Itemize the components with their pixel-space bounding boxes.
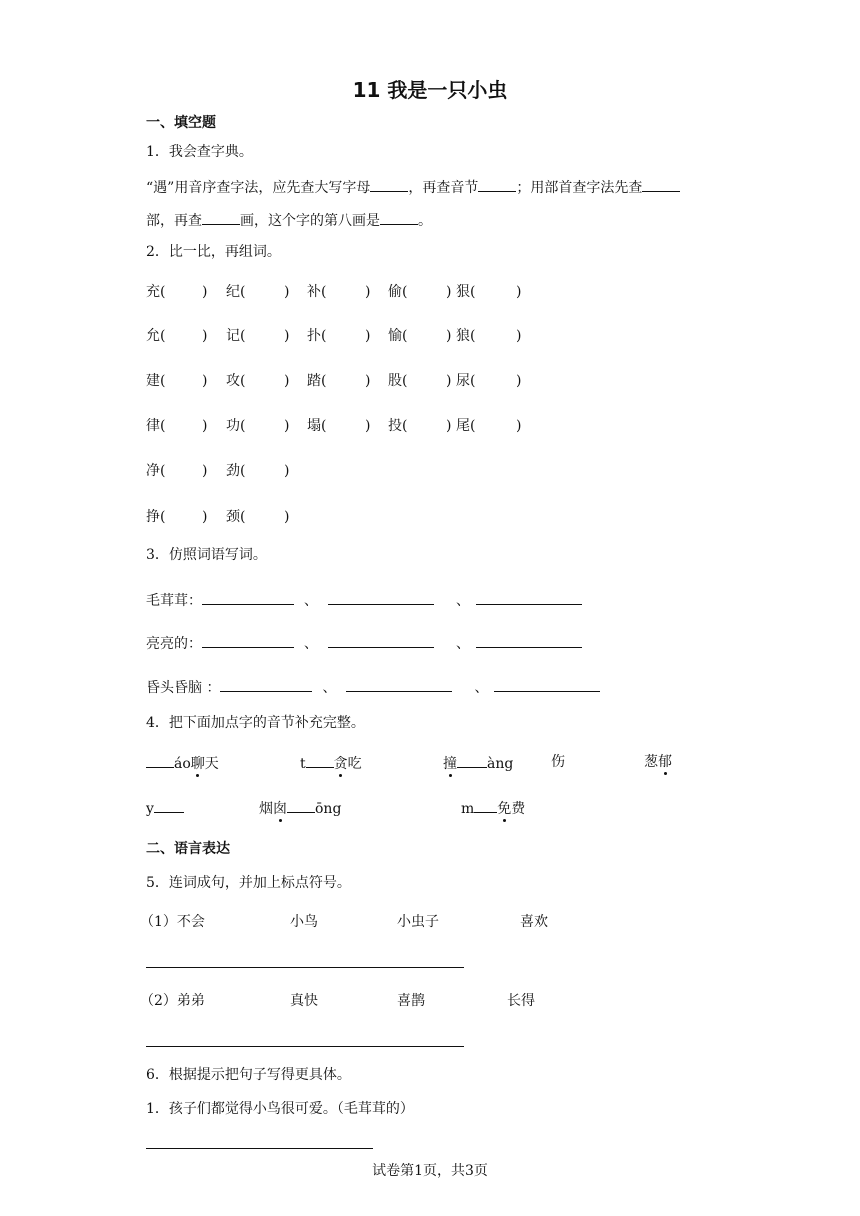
compare-word-close: ) bbox=[284, 284, 290, 300]
answer-blank[interactable] bbox=[476, 590, 582, 605]
answer-blank[interactable] bbox=[474, 798, 497, 813]
compare-word-open: 股( bbox=[388, 373, 408, 389]
question-6-stem: 6．根据提示把句子写得更具体。 bbox=[146, 1067, 351, 1083]
compare-word-close: ) bbox=[365, 284, 371, 300]
compare-word-open: 纪( bbox=[226, 284, 246, 300]
separator: 、 bbox=[304, 593, 318, 609]
separator: 、 bbox=[456, 593, 470, 609]
compare-word-open: 记( bbox=[226, 328, 246, 344]
compare-word-close: ) bbox=[202, 328, 208, 344]
compare-word-close: ) bbox=[284, 418, 290, 434]
compare-word-open: 律( bbox=[146, 418, 166, 434]
page-footer: 试卷第1页，共3页 bbox=[372, 1163, 488, 1179]
compare-word-close: ) bbox=[446, 373, 452, 389]
section-heading-expression: 二、语言表达 bbox=[146, 841, 230, 857]
compare-word-open: 尿( bbox=[456, 373, 476, 389]
q1-text-f: 。 bbox=[418, 213, 432, 229]
answer-line[interactable] bbox=[146, 967, 464, 968]
compare-word-close: ) bbox=[202, 284, 208, 300]
pinyin-item bbox=[146, 798, 184, 818]
compare-word-open: 尾( bbox=[456, 418, 476, 434]
compare-word-close: ) bbox=[446, 284, 452, 300]
compare-word-close: ) bbox=[365, 418, 371, 434]
answer-blank[interactable] bbox=[328, 633, 434, 648]
dotted-character: 免 bbox=[497, 801, 512, 817]
answer-blank[interactable] bbox=[457, 753, 487, 768]
question-1-line-2 bbox=[146, 210, 432, 230]
answer-blank[interactable] bbox=[202, 590, 294, 605]
character: 费 bbox=[511, 801, 526, 817]
imitate-word-label: 亮亮的： bbox=[146, 636, 202, 652]
q1-text-b: ，再查音节 bbox=[408, 180, 479, 196]
pinyin-item bbox=[443, 753, 513, 773]
compare-word-close: ) bbox=[516, 284, 522, 300]
answer-blank[interactable] bbox=[202, 210, 240, 225]
compare-word-open: 颈( bbox=[226, 509, 246, 525]
character: 吃 bbox=[347, 756, 362, 772]
pinyin-item bbox=[461, 798, 525, 818]
q1-text-a: “遇”用音序查字法，应先查大写字母 bbox=[146, 180, 371, 196]
pinyin-item bbox=[146, 753, 219, 773]
compare-word-close: ) bbox=[446, 328, 452, 344]
pinyin-suffix: àng bbox=[487, 756, 514, 772]
compare-word-open: 净( bbox=[146, 463, 166, 479]
pinyin-prefix: t bbox=[300, 756, 306, 772]
pinyin-suffix: áo bbox=[174, 756, 191, 772]
dotted-character: 聊 bbox=[190, 756, 205, 772]
compare-word-close: ) bbox=[284, 463, 290, 479]
word-chip: （2）弟弟 bbox=[140, 993, 205, 1009]
word-chip: 小虫子 bbox=[397, 914, 439, 930]
separator: 、 bbox=[322, 680, 337, 696]
dotted-character: 郁 bbox=[658, 754, 672, 770]
compare-word-open: 功( bbox=[226, 418, 246, 434]
compare-word-open: 投( bbox=[388, 418, 408, 434]
question-4-stem: 4．把下面加点字的音节补充完整。 bbox=[146, 715, 365, 731]
compare-word-open: 狼( bbox=[456, 328, 476, 344]
answer-blank[interactable] bbox=[642, 177, 680, 192]
compare-word-open: 劲( bbox=[226, 463, 246, 479]
separator: 、 bbox=[304, 636, 318, 652]
pinyin-prefix: y bbox=[146, 801, 154, 817]
answer-blank[interactable] bbox=[328, 590, 434, 605]
compare-word-close: ) bbox=[202, 463, 208, 479]
answer-blank[interactable] bbox=[220, 677, 312, 692]
answer-blank[interactable] bbox=[146, 753, 174, 768]
compare-word-open: 踏( bbox=[307, 373, 327, 389]
answer-blank[interactable] bbox=[476, 633, 582, 648]
imitate-word-row bbox=[146, 633, 582, 653]
question-1-stem: 1．我会查字典。 bbox=[146, 144, 253, 160]
imitate-word-label: 昏头昏脑 ： bbox=[146, 680, 221, 696]
question-5-stem: 5．连词成句，并加上标点符号。 bbox=[146, 875, 351, 891]
answer-blank[interactable] bbox=[346, 677, 452, 692]
compare-word-close: ) bbox=[365, 373, 371, 389]
section-heading-fill-blank: 一、填空题 bbox=[146, 115, 216, 131]
word-chip: 喜鹊 bbox=[397, 993, 425, 1009]
compare-word-open: 建( bbox=[146, 373, 166, 389]
compare-word-close: ) bbox=[446, 418, 452, 434]
answer-blank[interactable] bbox=[154, 798, 184, 813]
compare-word-open: 攻( bbox=[226, 373, 246, 389]
compare-word-open: 狠( bbox=[456, 284, 476, 300]
dotted-character: 撞 bbox=[443, 756, 457, 772]
answer-blank[interactable] bbox=[494, 677, 600, 692]
answer-blank[interactable] bbox=[202, 633, 294, 648]
answer-blank[interactable] bbox=[306, 753, 334, 768]
word-chip: （1）不会 bbox=[140, 914, 205, 930]
dotted-character: 囱 bbox=[273, 801, 287, 817]
word-chip: 真快 bbox=[290, 993, 318, 1009]
compare-word-close: ) bbox=[202, 373, 208, 389]
compare-word-open: 挣( bbox=[146, 509, 166, 525]
pinyin-prefix: m bbox=[461, 801, 475, 817]
pinyin-item bbox=[259, 798, 341, 818]
compare-word-close: ) bbox=[365, 328, 371, 344]
word-chip: 喜欢 bbox=[520, 914, 548, 930]
compare-word-close: ) bbox=[516, 418, 522, 434]
question-1-line-1 bbox=[146, 177, 680, 197]
answer-blank[interactable] bbox=[287, 798, 315, 813]
compare-word-close: ) bbox=[516, 328, 522, 344]
word-chip: 长得 bbox=[507, 993, 535, 1009]
question-3-stem: 3．仿照词语写词。 bbox=[146, 547, 267, 563]
answer-line[interactable] bbox=[146, 1046, 464, 1047]
compare-word-close: ) bbox=[202, 509, 208, 525]
compare-word-open: 补( bbox=[307, 284, 327, 300]
imitate-word-row bbox=[146, 590, 582, 610]
imitate-word-label: 毛茸茸： bbox=[146, 593, 202, 609]
character: 天 bbox=[204, 756, 219, 772]
dotted-character: 贪 bbox=[333, 756, 348, 772]
answer-blank[interactable] bbox=[478, 177, 516, 192]
q1-text-e: 画，这个字的第八画是 bbox=[240, 213, 380, 229]
page-title: 11 我是一只小虫 bbox=[352, 78, 508, 102]
separator: 、 bbox=[474, 680, 489, 696]
compare-word-close: ) bbox=[202, 418, 208, 434]
pinyin-item bbox=[300, 753, 362, 773]
compare-word-open: 愉( bbox=[388, 328, 408, 344]
character: 伤 bbox=[551, 754, 565, 770]
compare-word-open: 充( bbox=[146, 284, 166, 300]
compare-word-open: 塌( bbox=[307, 418, 327, 434]
character: 烟 bbox=[259, 801, 273, 817]
character: 葱 bbox=[644, 754, 658, 770]
q1-text-c: ；用部首查字法先查 bbox=[516, 180, 643, 196]
compare-word-open: 偷( bbox=[388, 284, 408, 300]
question-6-item-1: 1．孩子们都觉得小鸟很可爱。（毛茸茸的） bbox=[146, 1101, 414, 1117]
q1-text-d: 部，再查 bbox=[146, 213, 202, 229]
compare-word-open: 允( bbox=[146, 328, 166, 344]
pinyin-suffix: ōng bbox=[315, 801, 342, 817]
answer-blank[interactable] bbox=[370, 177, 408, 192]
compare-word-close: ) bbox=[284, 373, 290, 389]
compare-word-close: ) bbox=[284, 328, 290, 344]
compare-word-close: ) bbox=[516, 373, 522, 389]
imitate-word-row bbox=[146, 677, 600, 697]
pinyin-item bbox=[644, 753, 672, 771]
compare-word-open: 扑( bbox=[307, 328, 327, 344]
compare-word-close: ) bbox=[284, 509, 290, 525]
pinyin-item bbox=[551, 753, 565, 771]
question-2-stem: 2．比一比，再组词。 bbox=[146, 244, 281, 260]
answer-line[interactable] bbox=[146, 1148, 373, 1149]
word-chip: 小鸟 bbox=[290, 914, 318, 930]
answer-blank[interactable] bbox=[380, 210, 418, 225]
separator: 、 bbox=[456, 636, 470, 652]
